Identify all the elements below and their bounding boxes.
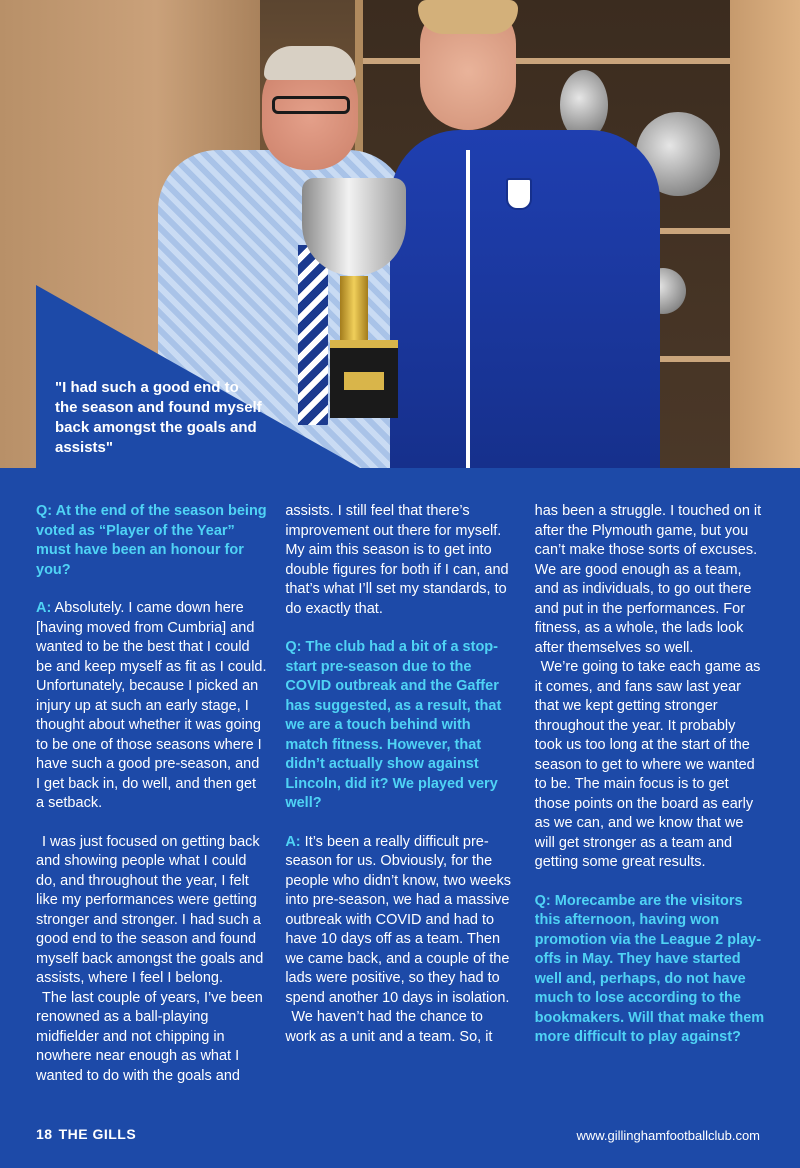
footer-page-label	[36, 1126, 136, 1142]
section-name: THE GILLS	[58, 1126, 137, 1142]
paragraph: assists. I still feel that there’s improvement out there for myself. My aim this season is to get into double figures for both if I can, and that’s what I’ll set my standards, to do exactly that.	[285, 503, 509, 617]
question: Q: The club had a bit of a stop-start pre-season due to the COVID outbreak and the Gaffer has suggested, as a result, that we are a touch behind with match fitness. However, that didn’t actually show against Lincoln, did it? We played very well?	[285, 639, 502, 811]
page-number: 18	[36, 1126, 53, 1142]
answer-text: It’s been a really difficult pre-season for us. Obviously, for the people who didn’t know, two weeks into pre-season, we had a massive outbreak with COVID and had to have 10 days off as a team. Then we came back, and a couple of the lads were positive, so they had to spend another 10 days in isolation.	[285, 833, 512, 1006]
answer-label: A:	[36, 600, 52, 616]
answer-text: Absolutely. I came down here [having moved from Cumbria] and wanted to be the best that I could be and keep myself as fit as I could. Unfortunately, because I picked an injury up at such an early stage, I thought about whether it was going to be one of those seasons where I have such a good pre-season, and I get back in, do well, and then get a setback.	[36, 600, 267, 811]
answer-label: A:	[285, 833, 301, 850]
paragraph: I was just focused on getting back and showing people what I could do, and throughout the year, I felt like my performances were getting stronger and stronger. I had such a good end to the season and found myself back amongst the goals and assists, where I feel I belong.	[36, 833, 264, 986]
paragraph: We haven’t had the chance to work as a unit and a team. So, it	[285, 1009, 493, 1045]
paragraph: We’re going to take each game as it comes, and fans saw last year that we kept getting stronger throughout the year. It probably took us too long at the start of the season to get to where we wanted to be. The main focus is to get those points on the board as early as we can, and we know that we will get stronger as a team and getting some great results.	[534, 659, 761, 870]
article-column-3	[535, 502, 766, 1102]
footer-url: www.gillinghamfootballclub.com	[576, 1128, 760, 1143]
question: Q: Morecambe are the visitors this afternoon, having won promotion via the League 2 play-offs in May. They have started well and, perhaps, do not have much to lose according to the bookmakers. Will that make them more difficult to play against?	[534, 892, 765, 1045]
article-body	[36, 502, 766, 1102]
article-column-1	[36, 502, 267, 1102]
answer	[36, 599, 267, 814]
club-crest-icon	[506, 178, 532, 210]
article-column-2	[285, 502, 516, 1102]
paragraph: has been a struggle. I touched on it after the Plymouth game, but you can’t make those sorts of excuses. We are good enough as a team, and as individuals, to go out there and put in the performances. For fitness, as a whole, the lads look after themselves so well.	[534, 503, 762, 656]
answer	[285, 833, 516, 1009]
pull-quote: "I had such a good end to the season and found myself back amongst the goals and assists"	[55, 379, 262, 456]
question: Q: At the end of the season being voted as “Player of the Year” must have been an honour for you?	[36, 503, 267, 578]
paragraph: The last couple of years, I’ve been renowned as a ball-playing midfielder and not chipping in nowhere near enough as what I wanted to do with the goals and	[36, 989, 263, 1084]
